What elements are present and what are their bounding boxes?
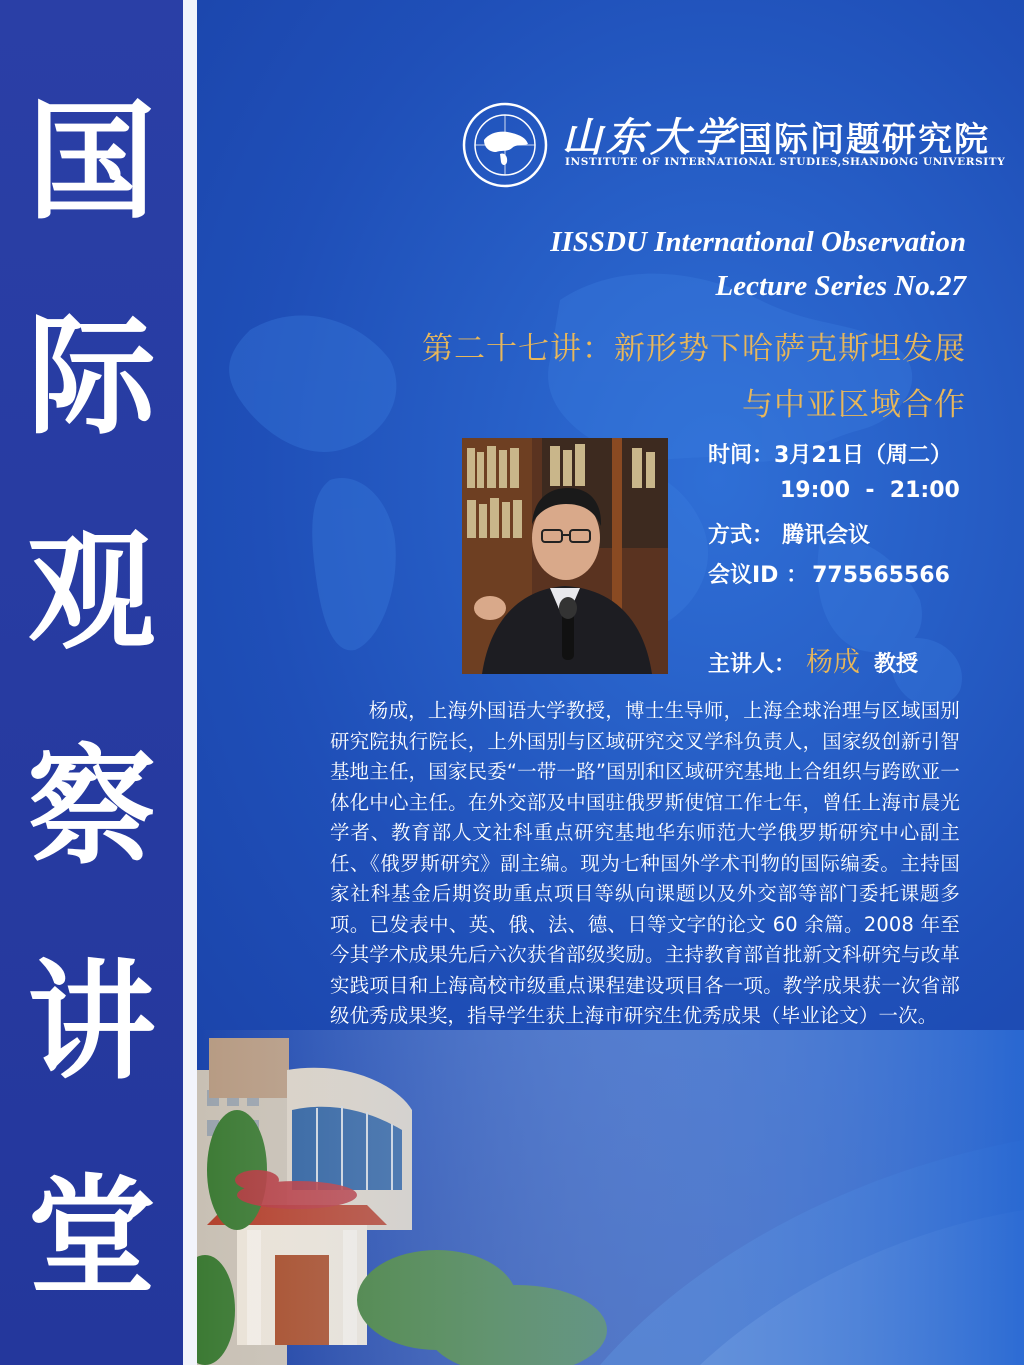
institute-name-cn bbox=[562, 106, 990, 163]
mode-label: 方式： bbox=[708, 523, 775, 548]
lecture-title-line1: 第二十七讲：新形势下哈萨克斯坦发展 bbox=[422, 331, 966, 367]
institute-name-en: INSTITUTE OF INTERNATIONAL STUDIES,SHANDONG UNIVERSITY bbox=[565, 156, 1006, 168]
campus-building-illustration bbox=[197, 1030, 1024, 1365]
series-title-line2: Lecture Series No.27 bbox=[715, 270, 966, 302]
meeting-id-row bbox=[708, 558, 950, 589]
time-row bbox=[708, 438, 952, 469]
mode-row bbox=[708, 518, 870, 549]
sidebar-title-char: 观 bbox=[27, 518, 156, 667]
lecture-time-range: 19:00 - 21:00 bbox=[780, 478, 960, 503]
time-label: 时间： bbox=[708, 443, 775, 468]
meeting-id-label: 会议ID ： bbox=[708, 563, 809, 588]
series-title-line1: IISSDU International Observation bbox=[550, 226, 966, 258]
sidebar-title-char: 际 bbox=[27, 303, 156, 452]
sidebar-title-char: 国 bbox=[27, 88, 156, 237]
speaker-name: 杨成 bbox=[806, 647, 861, 678]
institute-logo bbox=[462, 100, 1006, 180]
lecture-title-line2: 与中亚区域合作 bbox=[742, 387, 966, 423]
sidebar-title-char: 讲 bbox=[27, 948, 156, 1097]
institute-seal-icon bbox=[462, 102, 548, 188]
meeting-id-value: 775565566 bbox=[812, 563, 950, 588]
sidebar-title-char: 堂 bbox=[27, 1163, 156, 1312]
meeting-mode: 腾讯会议 bbox=[782, 523, 871, 548]
institute-name: 国际问题研究院 bbox=[738, 120, 990, 160]
university-name-script: 山东大学 bbox=[562, 114, 738, 161]
speaker-label: 主讲人： bbox=[708, 652, 797, 677]
sidebar-title-bar bbox=[0, 0, 197, 1365]
sidebar-title-char: 察 bbox=[27, 733, 156, 882]
speaker-title: 教授 bbox=[874, 652, 919, 677]
lecture-date: 3月21日（周二） bbox=[774, 443, 952, 468]
speaker-row bbox=[708, 640, 918, 679]
speaker-bio: 杨成，上海外国语大学教授，博士生导师，上海全球治理与区域国别研究院执行院长，上外国别与区域研究交叉学科负责人，国家级创新引智基地主任，国家民委“一带一路”国别和区域研究基地上合组织与跨欧亚一体化中心主任。在外交部及中国驻俄罗斯使馆工作七年，曾任上海市晨光学者、教育部人文社科重点研究基地华东师范大学俄罗斯研究中心副主任、《俄罗斯研究》副主编。现为七种国外学术刊物的国际编委。主持国家社科基金后期资助重点项目等纵向课题以及外交部等部门委托课题多项。已发表中、英、俄、法、德、日等文字的论文 60 余篇。2008 年至今其学术成果先后六次获省部级奖励。主持教育部首批新文科研究与改革实践项目和上海高校市级重点课程建设项目各一项。教学成果获一次省部级优秀成果奖，指导学生获上海市研究生优秀成果（毕业论文）一次。 bbox=[330, 699, 960, 1027]
speaker-portrait-illustration bbox=[462, 438, 668, 674]
speaker-photo bbox=[462, 438, 668, 674]
